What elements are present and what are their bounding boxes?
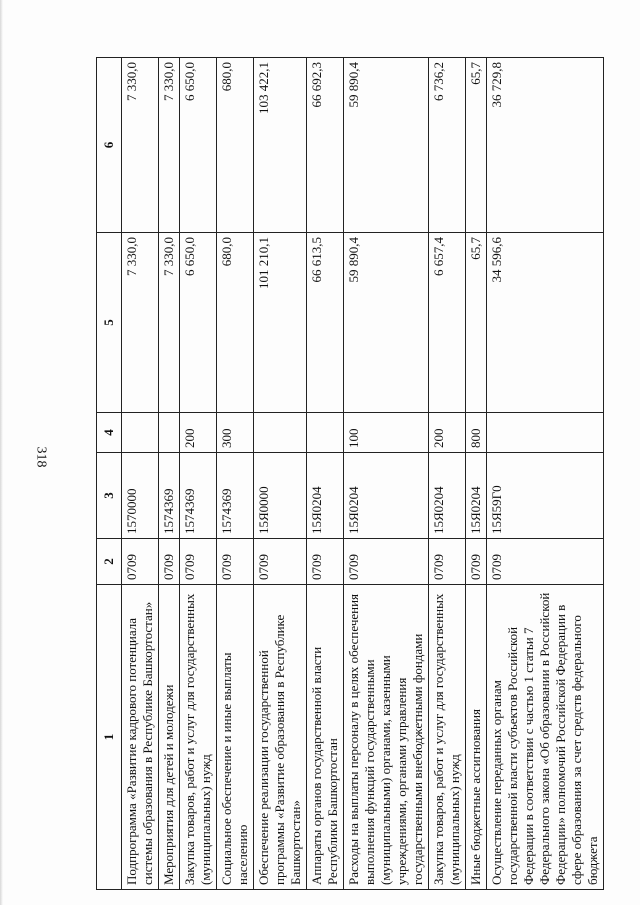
section-code: 0709 bbox=[344, 539, 429, 585]
section-code: 0709 bbox=[217, 539, 254, 585]
amount-col5: 65,7 bbox=[466, 233, 487, 413]
amount-col6: 6 650,0 bbox=[180, 58, 217, 233]
column-header: 3 bbox=[97, 453, 122, 539]
amount-col6: 7 330,0 bbox=[159, 58, 180, 233]
amount-col6: 6 736,2 bbox=[429, 58, 466, 233]
section-code: 0709 bbox=[466, 539, 487, 585]
amount-col5: 59 890,4 bbox=[344, 233, 429, 413]
row-name: Закупка товаров, работ и услуг для государственных (муниципальных) нужд bbox=[180, 585, 217, 890]
target-code: 15Я0204 bbox=[429, 453, 466, 539]
table-row bbox=[159, 58, 180, 890]
table-row bbox=[254, 58, 307, 890]
row-name: Обеспечение реализации государственной программы «Развитие образования в Республике Башкортостан» bbox=[254, 585, 307, 890]
row-name: Мероприятия для детей и молодежи bbox=[159, 585, 180, 890]
target-code: 15Я0204 bbox=[466, 453, 487, 539]
target-code: 1574369 bbox=[159, 453, 180, 539]
section-code: 0709 bbox=[180, 539, 217, 585]
expense-kind: 800 bbox=[466, 413, 487, 453]
section-code: 0709 bbox=[307, 539, 344, 585]
amount-col5: 7 330,0 bbox=[159, 233, 180, 413]
table-row bbox=[307, 58, 344, 890]
target-code: 1574369 bbox=[180, 453, 217, 539]
row-name: Расходы на выплаты персоналу в целях обеспечения выполнения функций государственными (муниципальными) органами, казенными учреждениями, органами управления государственными внебюджетными фондами bbox=[344, 585, 429, 890]
column-header: 6 bbox=[97, 58, 122, 233]
section-code: 0709 bbox=[254, 539, 307, 585]
amount-col5: 101 210,1 bbox=[254, 233, 307, 413]
target-code: 15Я0000 bbox=[254, 453, 307, 539]
expense-kind: 200 bbox=[180, 413, 217, 453]
row-name: Иные бюджетные ассигнования bbox=[466, 585, 487, 890]
expense-kind: 100 bbox=[344, 413, 429, 453]
target-code: 15Я59Г0 bbox=[487, 453, 604, 539]
table-row bbox=[466, 58, 487, 890]
table-header-row bbox=[97, 58, 122, 890]
amount-col6: 103 422,1 bbox=[254, 58, 307, 233]
column-header: 4 bbox=[97, 413, 122, 453]
table-row bbox=[487, 58, 604, 890]
column-header: 5 bbox=[97, 233, 122, 413]
section-code: 0709 bbox=[487, 539, 604, 585]
table-row bbox=[217, 58, 254, 890]
expense-kind: 200 bbox=[429, 413, 466, 453]
rotated-table-wrapper bbox=[96, 58, 600, 890]
expense-kind bbox=[159, 413, 180, 453]
column-header: 2 bbox=[97, 539, 122, 585]
target-code: 1570000 bbox=[122, 453, 159, 539]
row-name: Закупка товаров, работ и услуг для государственных (муниципальных) нужд bbox=[429, 585, 466, 890]
amount-col6: 65,7 bbox=[466, 58, 487, 233]
expense-kind bbox=[122, 413, 159, 453]
amount-col6: 59 890,4 bbox=[344, 58, 429, 233]
amount-col5: 680,0 bbox=[217, 233, 254, 413]
amount-col5: 34 596,6 bbox=[487, 233, 604, 413]
table-row bbox=[122, 58, 159, 890]
amount-col5: 66 613,5 bbox=[307, 233, 344, 413]
target-code: 15Я0204 bbox=[344, 453, 429, 539]
expense-kind bbox=[487, 413, 604, 453]
row-name: Аппараты органов государственной власти Республики Башкортостан bbox=[307, 585, 344, 890]
amount-col6: 680,0 bbox=[217, 58, 254, 233]
section-code: 0709 bbox=[429, 539, 466, 585]
table-row bbox=[180, 58, 217, 890]
amount-col5: 6 657,4 bbox=[429, 233, 466, 413]
amount-col5: 6 650,0 bbox=[180, 233, 217, 413]
amount-col6: 66 692,3 bbox=[307, 58, 344, 233]
amount-col5: 7 330,0 bbox=[122, 233, 159, 413]
budget-table bbox=[96, 57, 604, 890]
expense-kind: 300 bbox=[217, 413, 254, 453]
scan-edge bbox=[0, 0, 3, 905]
row-name: Социальное обеспечение и иные выплаты населению bbox=[217, 585, 254, 890]
column-header: 1 bbox=[97, 585, 122, 890]
amount-col6: 36 729,8 bbox=[487, 58, 604, 233]
target-code: 1574369 bbox=[217, 453, 254, 539]
expense-kind bbox=[254, 413, 307, 453]
amount-col6: 7 330,0 bbox=[122, 58, 159, 233]
page-number: 318 bbox=[33, 446, 49, 468]
table-row bbox=[429, 58, 466, 890]
section-code: 0709 bbox=[122, 539, 159, 585]
row-name: Осуществление переданных органам государственной власти субъектов Российской Федерации в соответствии с частью 1 статьи 7 Федерального закона «Об образовании в Российской Федерации» полномочий Российской Федерации в сфере образования за счет средств федерального бюджета bbox=[487, 585, 604, 890]
expense-kind bbox=[307, 413, 344, 453]
target-code: 15Я0204 bbox=[307, 453, 344, 539]
section-code: 0709 bbox=[159, 539, 180, 585]
row-name: Подпрограмма «Развитие кадрового потенциала системы образования в Республике Башкортостан» bbox=[122, 585, 159, 890]
table-row bbox=[344, 58, 429, 890]
